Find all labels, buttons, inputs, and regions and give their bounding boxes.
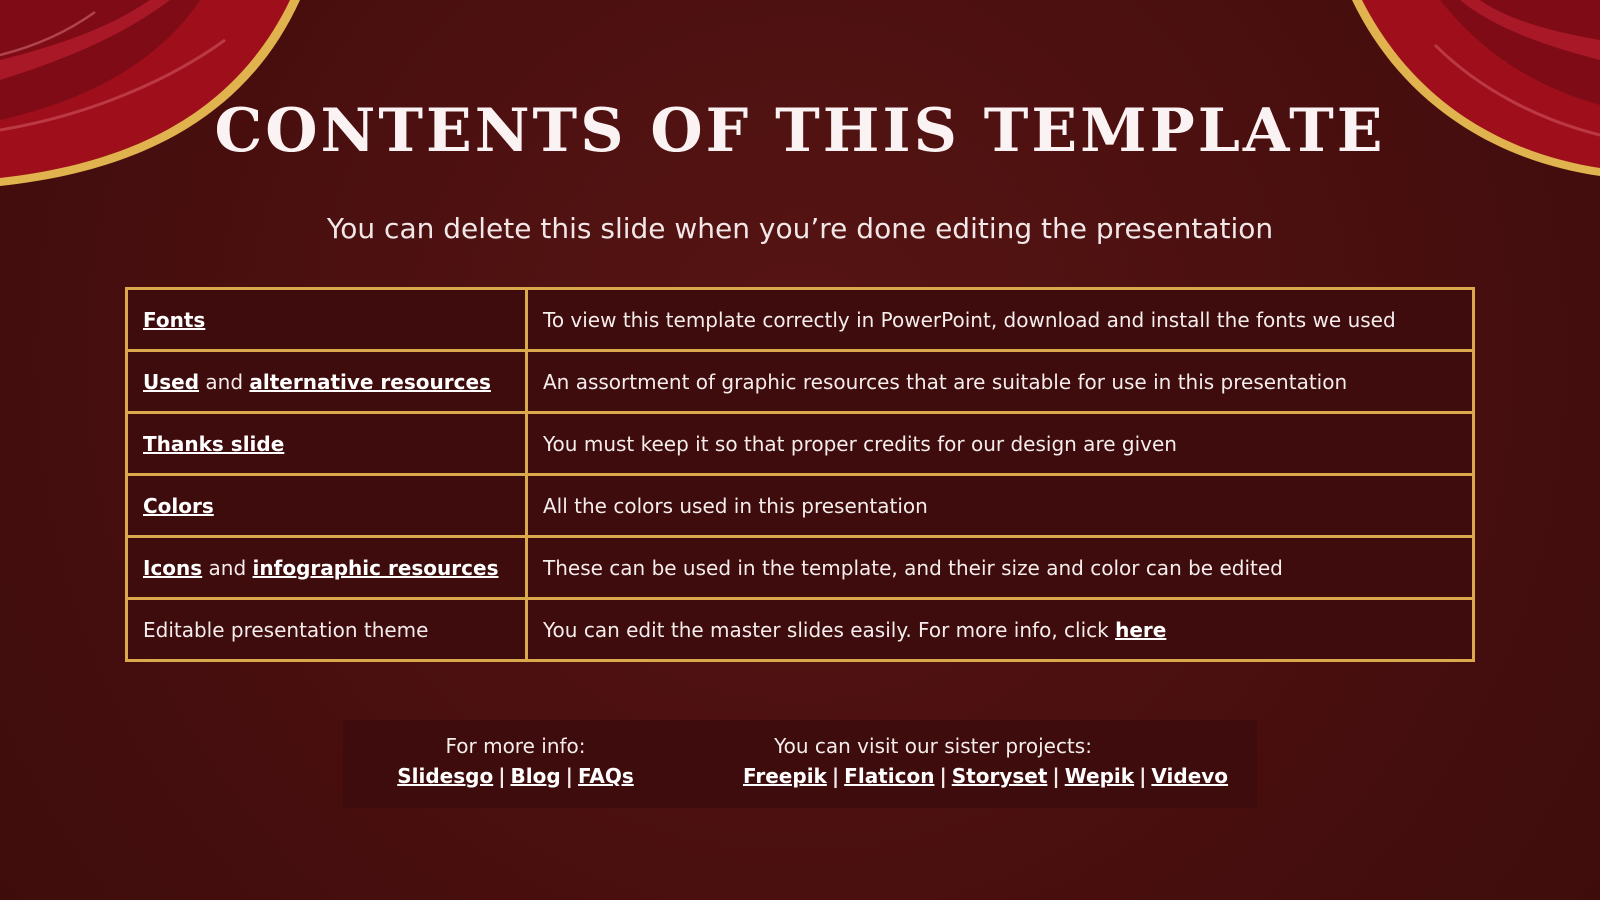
faqs-link[interactable]: FAQs	[577, 764, 634, 788]
blog-link[interactable]: Blog	[510, 764, 561, 788]
sister-projects-label: You can visit our sister projects:	[774, 734, 1092, 758]
separator: |	[939, 764, 947, 788]
infographic-resources-link[interactable]: infographic resources	[252, 555, 499, 580]
wepik-link[interactable]: Wepik	[1064, 764, 1135, 788]
row-topic-cell	[127, 289, 527, 351]
connector-text: and	[202, 555, 253, 580]
table-row	[127, 599, 1474, 661]
row-description-cell: You must keep it so that proper credits for our design are given	[527, 413, 1474, 475]
freepik-link[interactable]: Freepik	[743, 764, 827, 788]
colors-link[interactable]: Colors	[143, 493, 214, 518]
separator: |	[498, 764, 506, 788]
more-info-column	[343, 734, 688, 788]
table-row	[127, 289, 1474, 351]
table-row	[127, 475, 1474, 537]
row-topic-cell: Editable presentation theme	[127, 599, 527, 661]
contents-table	[125, 287, 1475, 662]
description-text: You can edit the master slides easily. For more info, click	[543, 617, 1116, 642]
more-info-links	[343, 764, 688, 788]
row-description-cell: These can be used in the template, and their size and color can be edited	[527, 537, 1474, 599]
row-topic-cell	[127, 537, 527, 599]
fonts-link[interactable]: Fonts	[143, 307, 206, 332]
footer-box	[343, 720, 1257, 808]
here-link[interactable]: here	[1115, 617, 1167, 642]
videvo-link[interactable]: Videvo	[1151, 764, 1229, 788]
table-row	[127, 351, 1474, 413]
sister-projects-links	[743, 764, 1229, 788]
sister-projects-column	[743, 734, 1229, 788]
flaticon-link[interactable]: Flaticon	[844, 764, 935, 788]
table-row	[127, 537, 1474, 599]
storyset-link[interactable]: Storyset	[951, 764, 1048, 788]
thanks-slide-link[interactable]: Thanks slide	[143, 431, 285, 456]
row-description-cell: All the colors used in this presentation	[527, 475, 1474, 537]
row-description-cell: An assortment of graphic resources that are suitable for use in this presentation	[527, 351, 1474, 413]
icons-link[interactable]: Icons	[143, 555, 203, 580]
row-topic-cell	[127, 413, 527, 475]
table-row	[127, 413, 1474, 475]
more-info-label: For more info:	[445, 734, 586, 758]
slidesgo-link[interactable]: Slidesgo	[397, 764, 494, 788]
row-description-cell	[527, 599, 1474, 661]
separator: |	[565, 764, 573, 788]
alternative-resources-link[interactable]: alternative resources	[249, 369, 491, 394]
separator: |	[1139, 764, 1147, 788]
connector-text: and	[199, 369, 250, 394]
separator: |	[1052, 764, 1060, 788]
used-resources-link[interactable]: Used	[143, 369, 200, 394]
separator: |	[831, 764, 840, 788]
row-description-cell: To view this template correctly in PowerPoint, download and install the fonts we used	[527, 289, 1474, 351]
page-title: CONTENTS OF THIS TEMPLATE	[214, 96, 1386, 166]
row-topic-cell	[127, 351, 527, 413]
row-topic-cell	[127, 475, 527, 537]
page-subtitle: You can delete this slide when you’re done editing the presentation	[326, 212, 1274, 245]
